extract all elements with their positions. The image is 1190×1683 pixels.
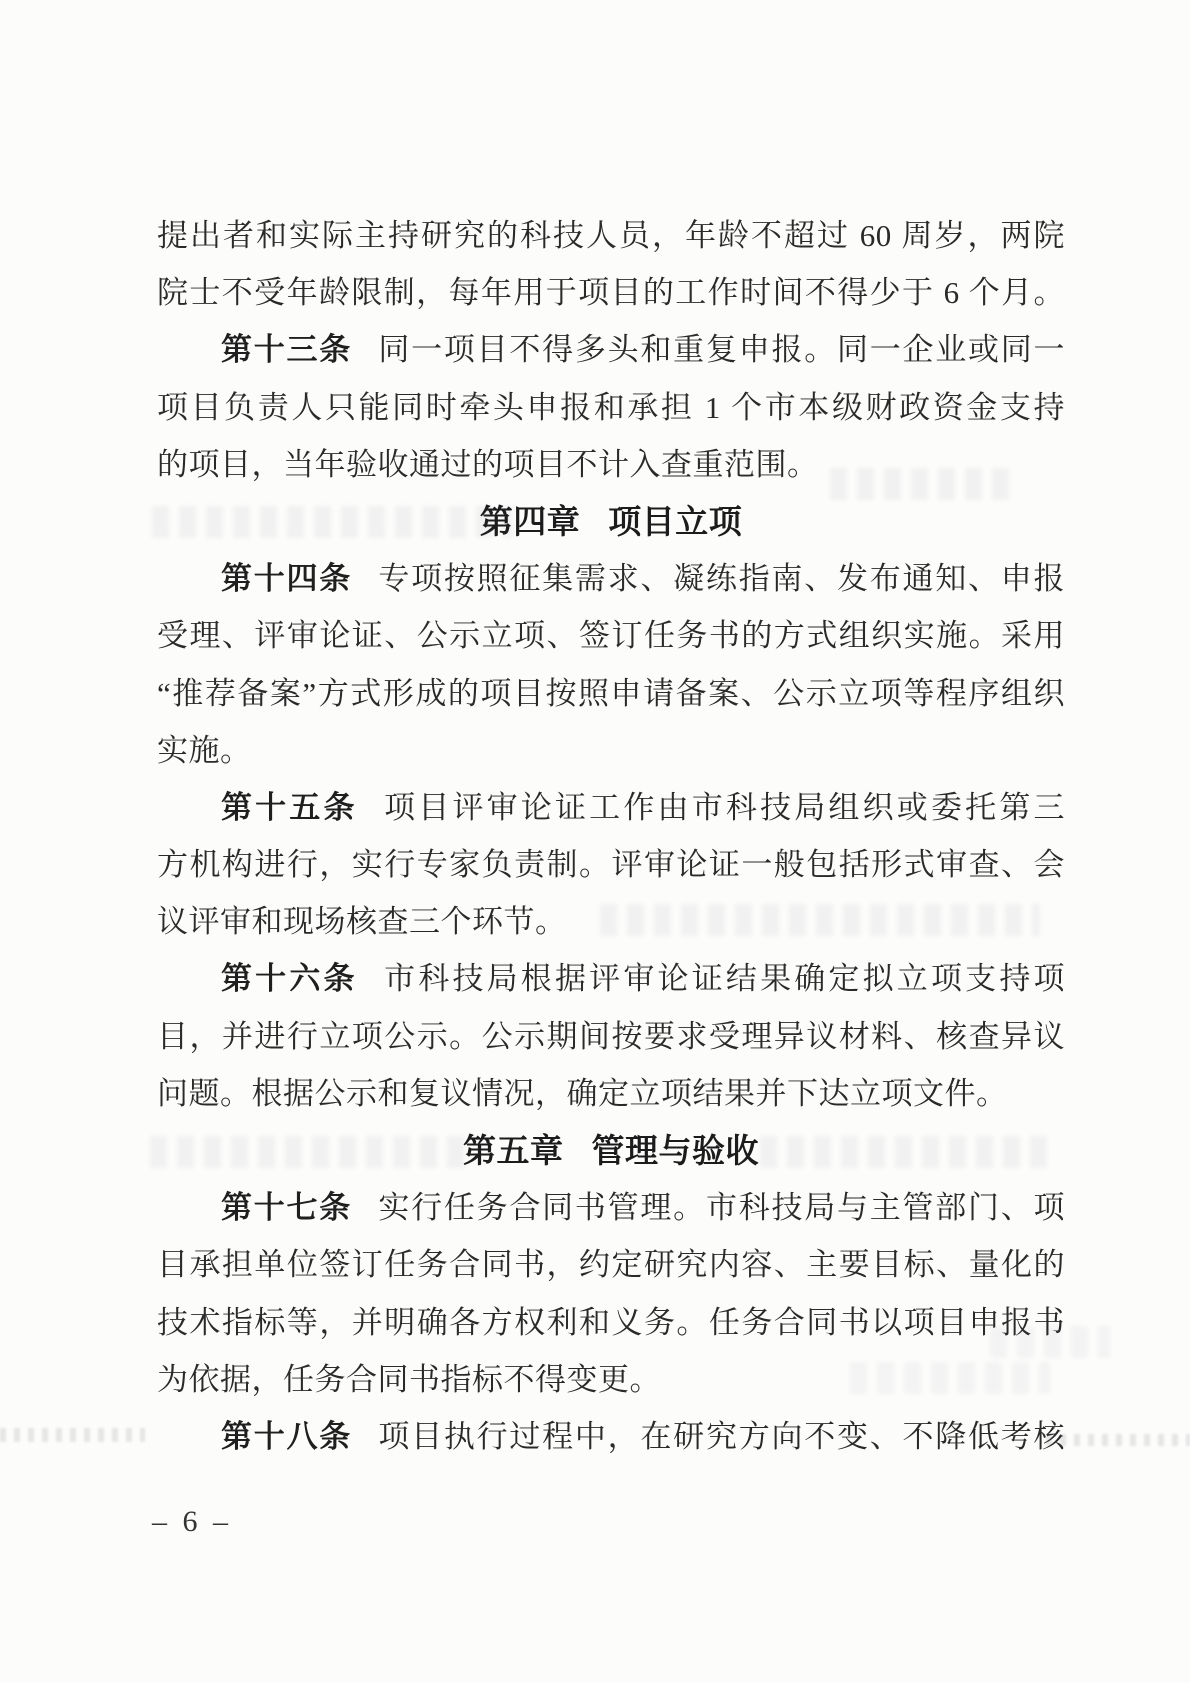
body-text: 实行任务合同书管理。市科技局与主管部门、项	[378, 1190, 1065, 1226]
body-line	[157, 665, 1065, 722]
body-text: 目承担单位签订任务合同书，约定研究内容、主要目标、量化的	[157, 1247, 1065, 1283]
article-number-label: 第十八条	[221, 1418, 353, 1454]
article-line	[157, 550, 1065, 607]
body-line	[157, 893, 1065, 950]
body-text: 方机构进行，实行专家负责制。评审论证一般包括形式审查、会	[157, 847, 1065, 883]
body-text: 提出者和实际主持研究的科技人员，年龄不超过 60 周岁，两院	[157, 218, 1065, 253]
body-text: 目，并进行立项公示。公示期间按要求受理异议材料、核查异议	[157, 1018, 1065, 1054]
body-text: 问题。根据公示和复议情况，确定立项结果并下达立项文件。	[157, 1075, 1008, 1111]
body-line	[157, 836, 1065, 893]
article-number-label: 第十七条	[221, 1190, 353, 1226]
document-body	[157, 207, 1065, 1465]
body-line	[157, 1065, 1065, 1122]
body-line	[157, 1008, 1065, 1065]
article-line	[157, 1179, 1065, 1236]
body-text: 项目评审论证工作由市科技局组织或委托第三	[384, 789, 1065, 825]
article-line	[157, 950, 1065, 1007]
body-line	[157, 1236, 1065, 1293]
body-text: 的项目，当年验收通过的项目不计入查重范围。	[157, 446, 819, 482]
chapter-title: 项目立项	[608, 502, 743, 540]
body-text: 市科技局根据评审论证结果确定拟立项支持项	[384, 961, 1065, 997]
chapter-number: 第五章	[462, 1132, 564, 1169]
body-line	[157, 379, 1065, 436]
body-line	[157, 264, 1065, 321]
article-number-label: 第十五条	[221, 789, 358, 825]
article-number-label: 第十六条	[221, 961, 358, 997]
body-text: “推荐备案”方式形成的项目按照申请备案、公示立项等程序组织	[157, 675, 1065, 711]
body-line	[157, 1351, 1065, 1408]
article-line	[157, 321, 1065, 378]
article-number-label: 第十三条	[221, 332, 353, 368]
body-text: 院士不受年龄限制，每年用于项目的工作时间不得少于 6 个月。	[157, 275, 1065, 311]
chapter-title: 管理与验收	[591, 1132, 760, 1169]
article-line	[157, 1408, 1065, 1465]
chapter-heading-4	[157, 493, 1065, 550]
scan-noise	[0, 1428, 145, 1442]
body-text: 项目负责人只能同时牵头申报和承担 1 个市本级财政资金支持	[157, 389, 1065, 425]
body-text: 专项按照征集需求、凝练指南、发布通知、申报	[378, 561, 1065, 597]
body-text: 同一项目不得多头和重复申报。同一企业或同一	[378, 332, 1065, 368]
body-text: 为依据，任务合同书指标不得变更。	[157, 1361, 661, 1397]
article-number-label: 第十四条	[221, 561, 353, 597]
body-text: 受理、评审论证、公示立项、签订任务书的方式组织实施。采用	[157, 618, 1065, 654]
body-text: 议评审和现场核查三个环节。	[157, 904, 567, 940]
body-line	[157, 722, 1065, 779]
body-line	[157, 207, 1065, 264]
article-line	[157, 779, 1065, 836]
scan-noise	[1046, 1434, 1190, 1446]
body-line	[157, 607, 1065, 664]
body-line	[157, 436, 1065, 493]
body-text: 技术指标等，并明确各方权利和义务。任务合同书以项目申报书	[157, 1304, 1065, 1340]
chapter-heading-5	[157, 1122, 1065, 1179]
page-number: – 6 –	[152, 1505, 232, 1538]
body-text: 实施。	[157, 732, 252, 768]
chapter-number: 第四章	[479, 502, 581, 540]
body-line	[157, 1294, 1065, 1351]
body-text: 项目执行过程中，在研究方向不变、不降低考核	[378, 1418, 1065, 1454]
